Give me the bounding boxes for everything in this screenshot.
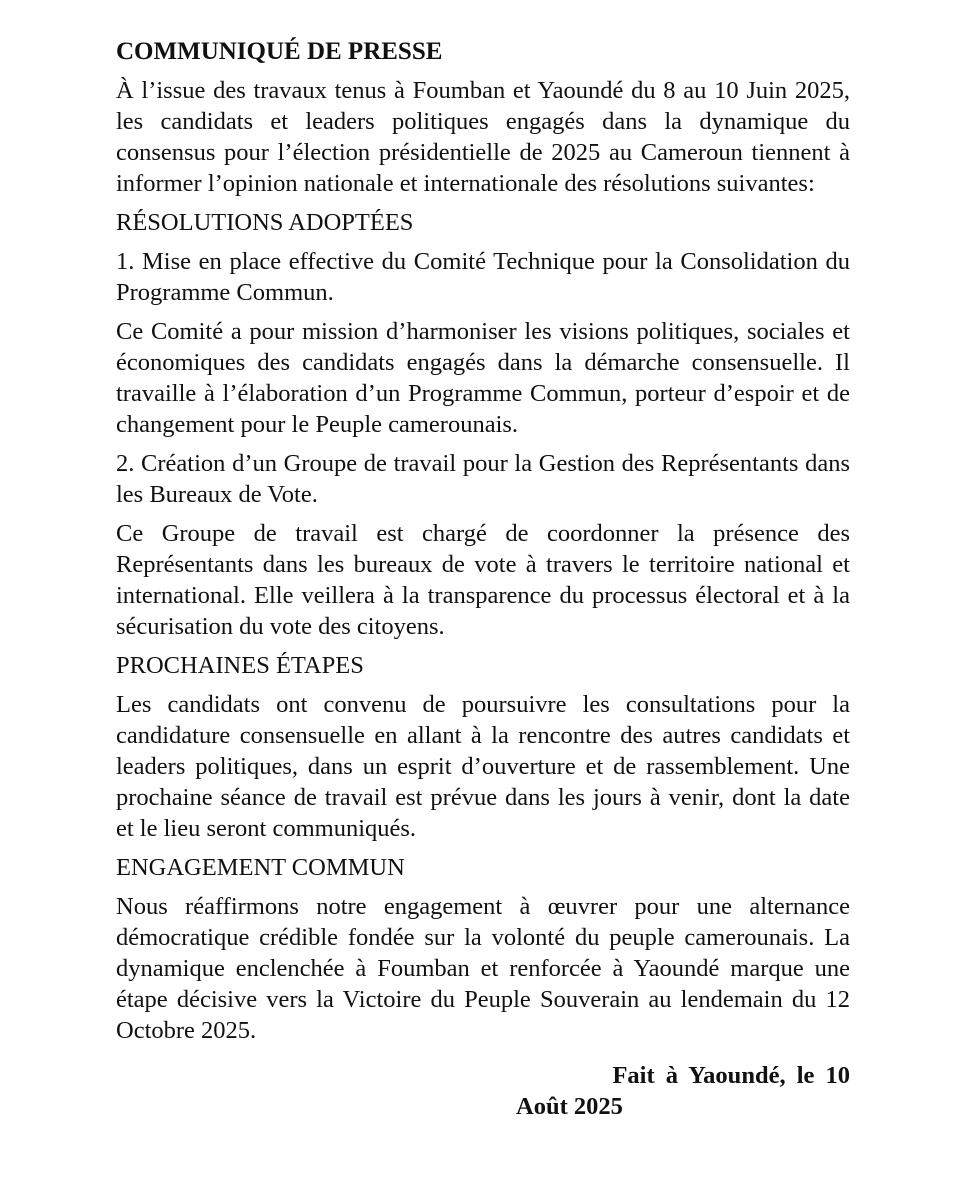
intro-paragraph: À l’issue des travaux tenus à Foumban et Yaoundé du 8 au 10 Juin 2025, les candidats et leaders politiques engagés dans la dynamique du consensus pour l’élection présidentielle de 2025 au Cameroun tiennent à informer l’opinion nationale et internationale des résolutions suivantes: xyxy=(116,77,850,197)
signature-block xyxy=(116,1060,850,1122)
document-title: COMMUNIQUÉ DE PRESSE xyxy=(116,38,443,65)
section-heading-resolutions: RÉSOLUTIONS ADOPTÉES xyxy=(116,209,414,236)
section-heading-commitment: ENGAGEMENT COMMUN xyxy=(116,854,405,881)
resolution-item-1-text: Ce Comité a pour mission d’harmoniser les visions politiques, sociales et économiques des candidats engagés dans la démarche consensuelle. Il travaille à l’élaboration d’un Programme Commun, porteur d’espoir et de changement pour le Peuple camerounais. xyxy=(116,318,850,438)
signature-date-continued: Août 2025 xyxy=(516,1093,623,1120)
resolution-item-2-text: Ce Groupe de travail est chargé de coordonner la présence des Représentants dans les bureaux de vote à travers le territoire national et international. Elle veillera à la transparence du processus électoral et à la sécurisation du vote des citoyens. xyxy=(116,520,850,640)
commitment-paragraph: Nous réaffirmons notre engagement à œuvrer pour une alternance démocratique crédible fondée sur la volonté du peuple camerounais. La dynamique enclenchée à Foumban et renforcée à Yaoundé marque une étape décisive vers la Victoire du Peuple Souverain au lendemain du 12 Octobre 2025. xyxy=(116,893,850,1044)
next-steps-paragraph: Les candidats ont convenu de poursuivre les consultations pour la candidature consensuelle en allant à la rencontre des autres candidats et leaders politiques, dans un esprit d’ouverture et de rassemblement. Une prochaine séance de travail est prévue dans les jours à venir, dont la date et le lieu seront communiqués. xyxy=(116,691,850,842)
section-heading-next-steps: PROCHAINES ÉTAPES xyxy=(116,652,364,679)
press-release-document xyxy=(116,36,850,1122)
signature-place-date: Fait à Yaoundé, le 10 xyxy=(612,1062,850,1089)
resolution-item-1: 1. Mise en place effective du Comité Technique pour la Consolidation du Programme Commun. xyxy=(116,248,850,306)
resolution-item-2: 2. Création d’un Groupe de travail pour la Gestion des Représentants dans les Bureaux de Vote. xyxy=(116,450,850,508)
